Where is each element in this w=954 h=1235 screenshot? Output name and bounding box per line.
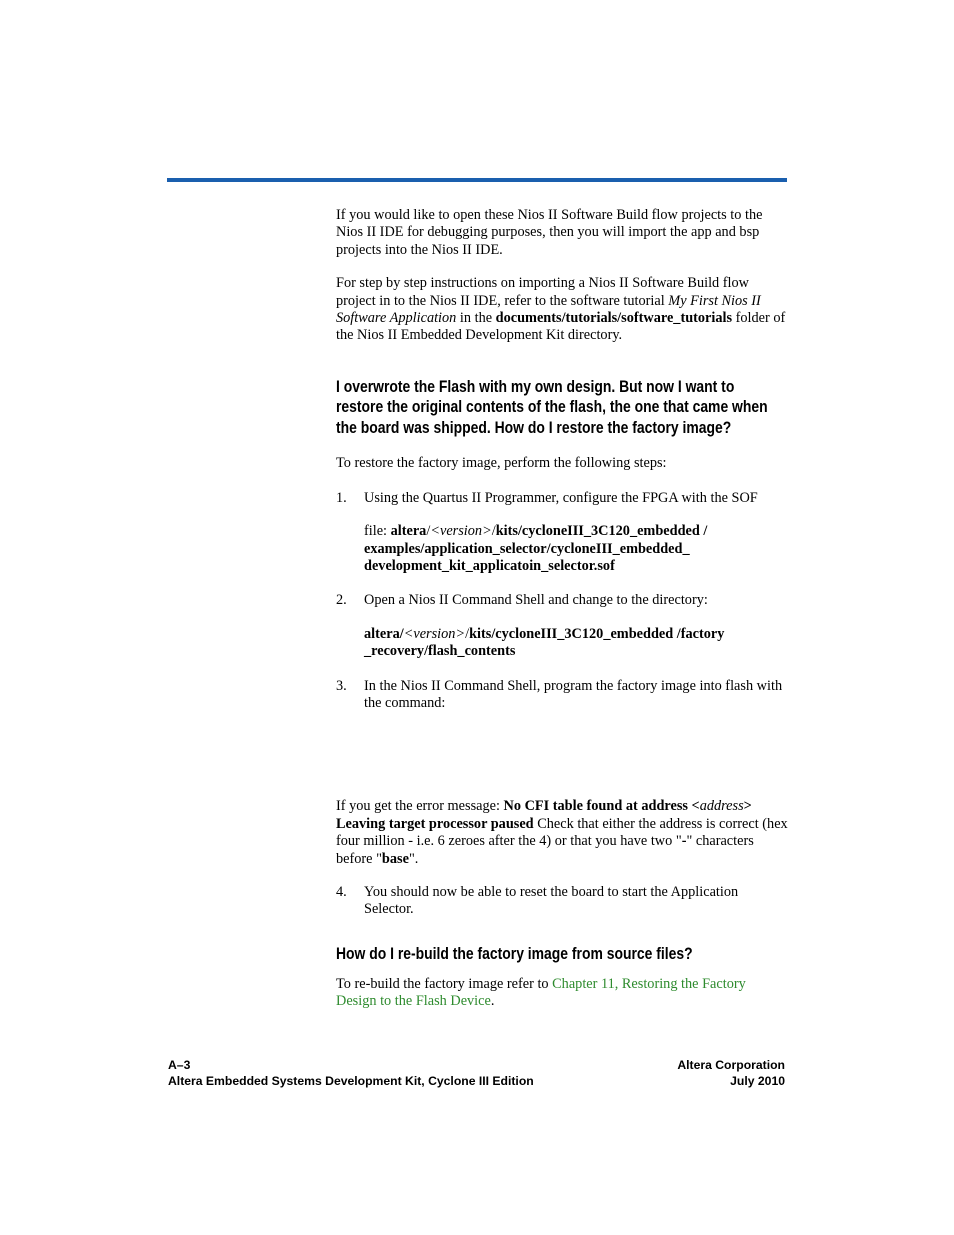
chapter-11-link[interactable]: Chapter 11, Restoring the Factory Design to the Flash Device xyxy=(336,975,746,1010)
book-title: Altera Embedded Systems Development Kit, Cyclone III Edition xyxy=(168,1073,534,1088)
restore-steps-intro: To restore the factory image, perform the following steps: xyxy=(336,455,667,472)
tutorial-title: My First Nios II Software Application xyxy=(336,292,761,327)
flash-contents-directory: altera/<version>/kits/cycloneIII_3C120_embedded /factory _recovery/flash_contents xyxy=(364,625,725,660)
step-number: 3. xyxy=(336,677,347,694)
company-name: Altera Corporation xyxy=(677,1058,785,1072)
step-text: In the Nios II Command Shell, program the factory image into flash with the command: xyxy=(364,677,783,711)
publication-date: July 2010 xyxy=(730,1073,785,1088)
step-4 xyxy=(336,884,788,919)
step-number: 4. xyxy=(336,884,347,901)
rebuild-paragraph: To re-build the factory image refer to Chapter 11, Restoring the Factory Design to the Flash Device. xyxy=(336,975,746,1010)
paragraph-import-projects: If you would like to open these Nios II Software Build flow projects to the Nios II IDE for debugging purposes, then you will import the app and bsp projects into the Nios II IDE. xyxy=(336,207,763,258)
step-number: 1. xyxy=(336,489,347,506)
main-content xyxy=(336,207,788,1011)
step-2 xyxy=(336,592,788,660)
header-rule xyxy=(167,178,787,182)
step-text: Using the Quartus II Programmer, configure the FPGA with the SOF xyxy=(364,489,758,506)
error-message-note: If you get the error message: No CFI table found at address <address> Leaving target processor paused Check that either the address is correct (hex four million - i.e. 6 zeroes after the 4) or that you have two "-" characters before "base". xyxy=(336,798,788,867)
sof-file-path: file: altera/<version>/kits/cycloneIII_3C120_embedded / examples/application_selector/cycloneIII_embedded_ development_kit_applicatoin_selector.sof xyxy=(364,523,708,574)
section-heading-restore-factory-image: I overwrote the Flash with my own design. But now I want to restore the original contents of the flash, the one that came when the board was shipped. How do I restore the factory image? xyxy=(336,377,768,437)
tutorial-folder-path: documents/tutorials/software_tutorials xyxy=(495,310,733,327)
paragraph-tutorial-reference: For step by step instructions on importing a Nios II Software Build flow project in to the Nios II IDE, refer to the software tutorial My First Nios II Software Application in the documents/tutorials/software_tutorials folder of the Nios II Embedded Development Kit directory. xyxy=(336,275,786,344)
step-3 xyxy=(336,678,788,713)
step-1 xyxy=(336,490,788,576)
section-heading-rebuild-factory-image: How do I re-build the factory image from source files? xyxy=(336,944,693,963)
step-number: 2. xyxy=(336,592,347,609)
step-text: You should now be able to reset the board to start the Application Selector. xyxy=(364,884,739,918)
footer-right xyxy=(677,1058,785,1089)
page-number: A–3 xyxy=(168,1058,191,1072)
step-text: Open a Nios II Command Shell and change to the directory: xyxy=(364,592,708,609)
footer-left xyxy=(168,1058,534,1089)
